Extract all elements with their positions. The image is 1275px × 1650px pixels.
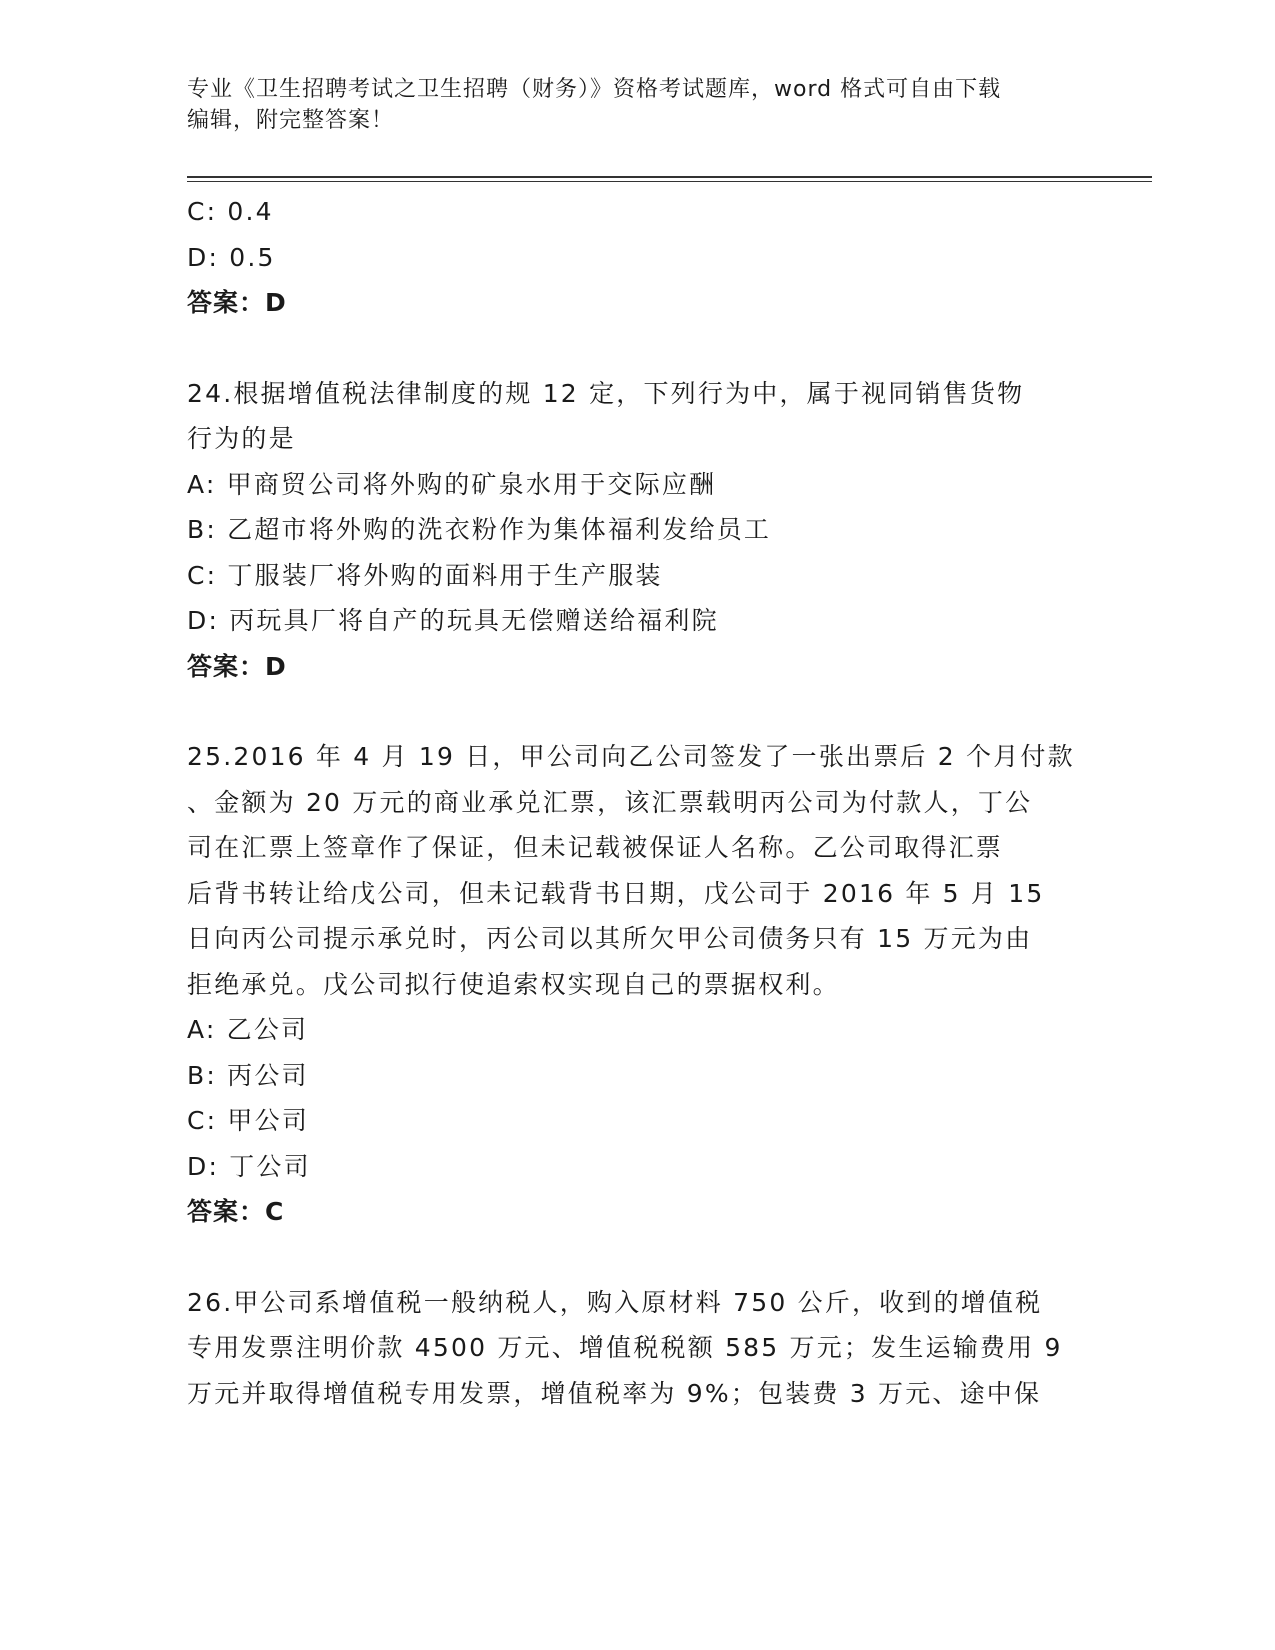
question-stem-line: 行为的是 (187, 424, 296, 453)
question-stem-line: 25.2016 年 4 月 19 日，甲公司向乙公司签发了一张出票后 2 个月付款 (187, 742, 1075, 771)
option-d: D: 丁公司 (187, 1151, 311, 1181)
answer-line: 答案：D (187, 651, 287, 681)
question-23-tail (187, 189, 1067, 326)
question-stem-line: 、金额为 20 万元的商业承兑汇票，该汇票载明丙公司为付款人，丁公 (187, 787, 1033, 817)
question-stem-line: 日向丙公司提示承兑时，丙公司以其所欠甲公司债务只有 15 万元为由 (187, 924, 1033, 953)
question-stem-line: 万元并取得增值税专用发票，增值税率为 9%；包装费 3 万元、途中保 (187, 1378, 1042, 1408)
question-stem-line: 专用发票注明价款 4500 万元、增值税税额 585 万元；发生运输费用 9 (187, 1333, 1063, 1362)
option-c: C: 丁服装厂将外购的面料用于生产服装 (187, 560, 663, 590)
question-24 (187, 371, 1067, 690)
spacer (187, 326, 1067, 371)
question-26 (187, 1280, 1067, 1417)
answer-line: 答案：C (187, 1197, 285, 1226)
question-stem-line: 24.根据增值税法律制度的规 12 定，下列行为中，属于视同销售货物 (187, 378, 1025, 408)
header-divider-thin (187, 181, 1152, 182)
option-d: D: 丙玩具厂将自产的玩具无偿赠送给福利院 (187, 606, 719, 635)
question-stem-line: 拒绝承兑。戊公司拟行使追索权实现自己的票据权利。 (187, 969, 840, 999)
header-title-line-1: 专业《卫生招聘考试之卫生招聘（财务）》资格考试题库，word 格式可自由下载 (187, 77, 1002, 102)
spacer (187, 1235, 1067, 1280)
page-header (187, 74, 1067, 136)
header-title-line-2: 编辑，附完整答案！ (187, 108, 395, 133)
option-c: C: 甲公司 (187, 1106, 310, 1135)
question-stem-line: 后背书转让给戊公司，但未记载背书日期，戊公司于 2016 年 5 月 15 (187, 878, 1045, 908)
question-stem-line: 26.甲公司系增值税一般纳税人，购入原材料 750 公斤，收到的增值税 (187, 1287, 1043, 1317)
answer-line: 答案：D (187, 288, 287, 317)
spacer (187, 689, 1067, 734)
question-25 (187, 734, 1075, 1235)
question-stem-line: 司在汇票上签章作了保证，但未记载被保证人名称。乙公司取得汇票 (187, 833, 1004, 862)
document-body (187, 189, 1075, 1416)
option-a: A: 甲商贸公司将外购的矿泉水用于交际应酬 (187, 469, 717, 499)
header-divider-thick (187, 176, 1152, 178)
option-a: A: 乙公司 (187, 1015, 309, 1044)
option-b: B: 乙超市将外购的洗衣粉作为集体福利发给员工 (187, 515, 772, 544)
option-c: C: 0.4 (187, 197, 274, 226)
option-b: B: 丙公司 (187, 1060, 309, 1090)
option-d: D: 0.5 (187, 242, 276, 272)
